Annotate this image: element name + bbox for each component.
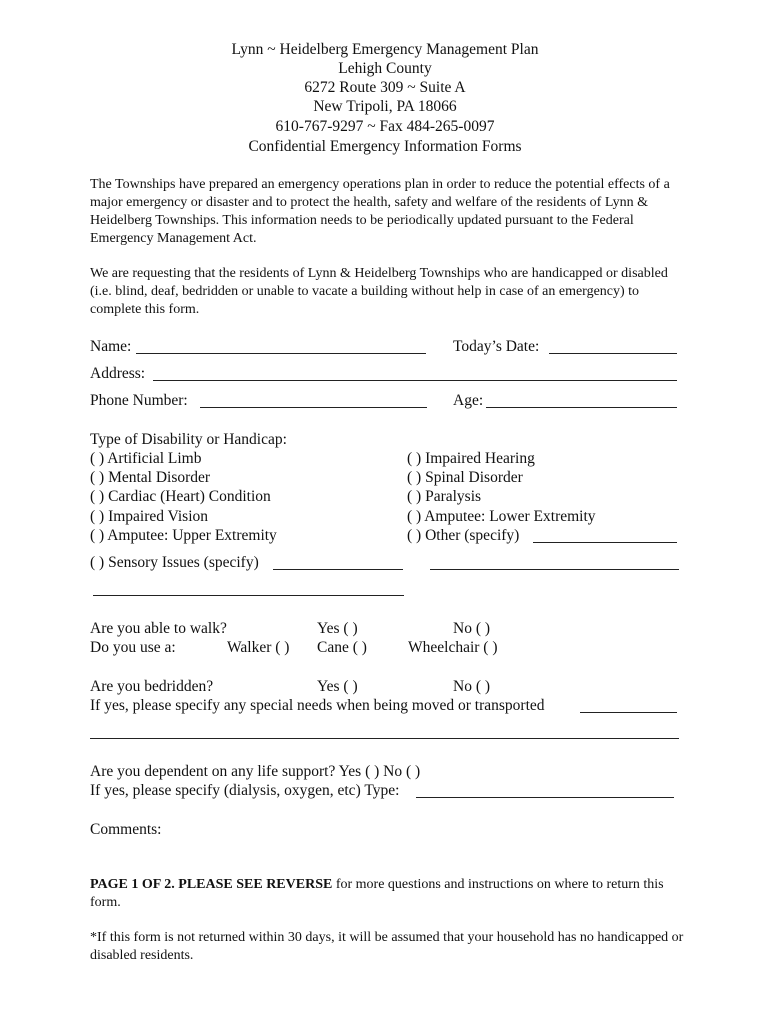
intro-paragraph-1: The Townships have prepared an emergency operations plan in order to reduce the potential effects of a major emergency or disaster and to protect the health, safety and welfare of the residents of Lynn & Heidelberg Townships. This information needs to be periodically updated pursuant to the Federal Emergency Management Act.	[90, 177, 670, 246]
date-field[interactable]	[549, 353, 677, 354]
cane-checkbox[interactable]: Cane ( )	[317, 639, 367, 656]
life-support-type-label: If yes, please specify (dialysis, oxygen, etc) Type:	[90, 782, 400, 799]
return-note: *If this form is not returned within 30 days, it will be assumed that your household has no handicapped or disabled residents.	[90, 930, 684, 963]
form-subtitle: Confidential Emergency Information Forms	[248, 138, 522, 155]
life-support-type-field[interactable]	[416, 797, 674, 798]
checkbox-artificial-limb[interactable]: ( ) Artificial Limb	[90, 450, 202, 467]
walk-no-checkbox[interactable]: No ( )	[453, 620, 491, 637]
form-title: Lynn ~ Heidelberg Emergency Management Plan	[231, 41, 539, 58]
age-label: Age:	[453, 392, 484, 409]
age-field[interactable]	[486, 407, 677, 408]
checkbox-sensory-issues[interactable]: ( ) Sensory Issues (specify)	[90, 554, 259, 571]
device-question: Do you use a:	[90, 639, 176, 656]
city-address: New Tripoli, PA 18066	[313, 98, 457, 115]
special-needs-field-2[interactable]	[90, 738, 679, 739]
page-notice-bold: PAGE 1 OF 2. PLEASE SEE REVERSE	[90, 877, 333, 892]
checkbox-impaired-vision[interactable]: ( ) Impaired Vision	[90, 508, 209, 525]
bedridden-yes-checkbox[interactable]: Yes ( )	[317, 678, 358, 695]
phone-field[interactable]	[200, 407, 427, 408]
address-label: Address:	[90, 365, 146, 382]
checkbox-mental-disorder[interactable]: ( ) Mental Disorder	[90, 469, 211, 486]
checkbox-other[interactable]: ( ) Other (specify)	[407, 527, 520, 544]
disability-heading: Type of Disability or Handicap:	[90, 431, 287, 448]
name-field[interactable]	[136, 353, 426, 354]
page-notice-rest: for more questions and instructions on where to return this form.	[90, 877, 664, 910]
checkbox-spinal-disorder[interactable]: ( ) Spinal Disorder	[407, 469, 523, 486]
walk-yes-checkbox[interactable]: Yes ( )	[317, 620, 358, 637]
date-label: Today’s Date:	[453, 338, 540, 355]
walker-checkbox[interactable]: Walker ( )	[227, 639, 290, 656]
checkbox-amputee-upper[interactable]: ( ) Amputee: Upper Extremity	[90, 527, 277, 544]
other-specify-field[interactable]	[533, 542, 677, 543]
walk-question: Are you able to walk?	[90, 620, 227, 637]
checkbox-cardiac-condition[interactable]: ( ) Cardiac (Heart) Condition	[90, 488, 271, 505]
bedridden-question: Are you bedridden?	[90, 678, 214, 695]
address-field[interactable]	[153, 380, 677, 381]
sensory-specify-field[interactable]	[273, 569, 403, 570]
life-support-question: Are you dependent on any life support? Yes ( ) No ( )	[90, 763, 421, 780]
phone-label: Phone Number:	[90, 392, 188, 409]
special-needs-question: If yes, please specify any special needs when being moved or transported	[90, 697, 545, 714]
name-label: Name:	[90, 338, 132, 355]
comments-label: Comments:	[90, 821, 162, 838]
checkbox-amputee-lower[interactable]: ( ) Amputee: Lower Extremity	[407, 508, 596, 525]
wheelchair-checkbox[interactable]: Wheelchair ( )	[408, 639, 498, 656]
special-needs-field[interactable]	[580, 712, 677, 713]
checkbox-paralysis[interactable]: ( ) Paralysis	[407, 488, 482, 505]
street-address: 6272 Route 309 ~ Suite A	[304, 79, 466, 96]
phone-fax: 610-767-9297 ~ Fax 484-265-0097	[275, 118, 495, 135]
sensory-specify-field-3[interactable]	[93, 595, 404, 596]
intro-paragraph-2: We are requesting that the residents of Lynn & Heidelberg Townships who are handicapped or disabled (i.e. blind, deaf, bedridden or unable to vacate a building without help in case of an emergency) to complete this form.	[90, 266, 668, 317]
sensory-specify-field-2[interactable]	[430, 569, 679, 570]
checkbox-impaired-hearing[interactable]: ( ) Impaired Hearing	[407, 450, 535, 467]
bedridden-no-checkbox[interactable]: No ( )	[453, 678, 491, 695]
page-notice	[90, 876, 690, 912]
county-name: Lehigh County	[338, 60, 432, 77]
